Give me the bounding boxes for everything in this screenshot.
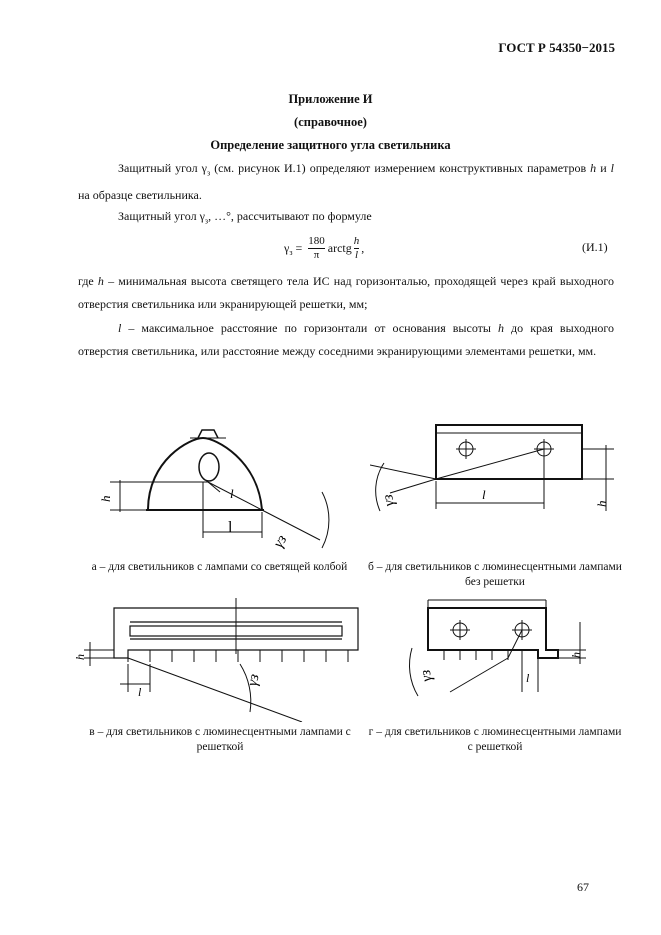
paragraph-formula-intro: Защитный угол $\gamma_з$, …°, рассчитывают по формуле: [118, 209, 372, 226]
fig-a-gamma-label: γз: [270, 532, 291, 551]
fig-g-gamma-label: γз: [417, 668, 436, 683]
figure-g-drawing: [390, 592, 610, 702]
fig-g-h-label: h: [569, 652, 583, 658]
fig-b-h-label: h: [594, 500, 609, 507]
figure-v-caption: в – для светильников с люминесцентными лампами с решеткой: [89, 726, 351, 753]
paragraph-definition: Защитный угол $\gamma_з$ (см. рисунок И.1) определяют измерением конструктивных параметров h и l на образце светильника.: [78, 161, 615, 203]
fig-v-h-label: h: [73, 654, 87, 660]
formula-number: (И.1): [582, 240, 608, 254]
fig-b-l-label: l: [482, 487, 486, 502]
fig-v-gamma-label: γз: [244, 672, 263, 688]
figure-a-caption: а – для светильников с лампами со светящей колбой: [91, 561, 348, 573]
fig-v-l-label: l: [138, 685, 142, 699]
formula: γ $_з$ = $\frac{180}{\pi}$ arctg h l ,: [284, 234, 365, 261]
fig-a-h-label: h: [98, 495, 113, 502]
luminaire-dome: [148, 438, 262, 510]
page-number: 67: [577, 880, 589, 894]
figure-a-drawing: [90, 420, 350, 560]
paragraph-where-l: l – максимальное расстояние по горизонтали от основания высоты h до края выходного отверстия светильника, или расстояние между соседними экранирующими элементами решетки, мм.: [78, 321, 615, 358]
fig-a-l-label: l: [230, 486, 234, 501]
appendix-title: Приложение И: [288, 92, 373, 106]
figure-b-drawing: [370, 415, 620, 525]
paragraph-where-h: где h – минимальная высота светящего тела ИС над горизонталью, проходящей через край выходного отверстия светильника или экранирующей решетки, мм;: [78, 274, 614, 311]
appendix-heading: Определение защитного угла светильника: [210, 138, 451, 152]
appendix-subtitle: (справочное): [294, 115, 367, 129]
fig-a-l-big-label: l: [228, 519, 233, 536]
figure-b-caption: б – для светильников с люминесцентными лампами без решетки: [368, 561, 622, 588]
fig-g-l-label: l: [526, 671, 530, 685]
figure-g-caption: г – для светильников с люминесцентными лампами с решеткой: [368, 726, 622, 753]
fig-b-gamma-label: γз: [380, 493, 398, 508]
lamp-bulb: [199, 453, 219, 481]
figure-v-drawing: [70, 592, 370, 722]
standard-header: ГОСТ Р 54350−2015: [498, 40, 615, 55]
